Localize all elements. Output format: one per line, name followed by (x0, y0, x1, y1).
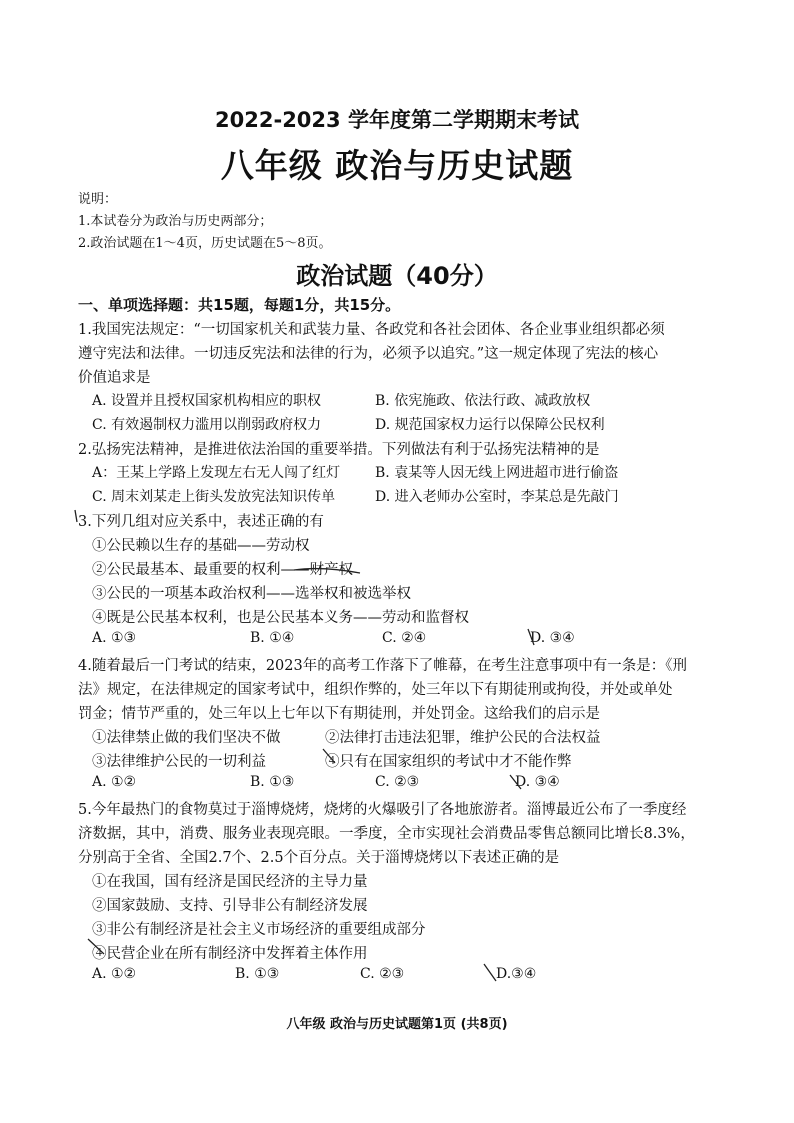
q1-option-a: A. 设置并且授权国家机构相应的职权 (92, 393, 322, 409)
note-item: 2.政治试题在1～4页，历史试题在5～8页。 (78, 236, 332, 251)
q4-stem-line: 法》规定，在法律规定的国家考试中，组织作弊的，处三年以下有期徒刑或拘役，并处或单处 (78, 682, 673, 698)
q4-option-d: D. ③④ (515, 774, 560, 790)
q2-option-b: B. 袁某等人因无线上网进超市进行偷盗 (375, 465, 619, 481)
exam-title-line1: 2022-2023 学年度第二学期期末考试 (215, 108, 579, 132)
q4-option-c: C. ②③ (375, 774, 420, 790)
pen-check-mark (482, 960, 502, 984)
q2-option-a: A：王某上学路上发现左右无人闯了红灯 (92, 465, 341, 481)
page-footer: 八年级 政治与历史试题第1页 (共8页) (286, 1017, 508, 1032)
q4-option-a: A. ①② (92, 774, 137, 790)
q5-option-d: D.③④ (496, 966, 537, 982)
note-item: 1.本试卷分为政治与历史两部分； (78, 214, 273, 229)
q5-option-b: B. ①③ (235, 966, 280, 982)
q1-stem-line: 1.我国宪法规定：“一切国家机关和武装力量、各政党和各社会团体、各企业事业组织都必须 (78, 322, 665, 338)
q2-option-d: D. 进入老师办公室时，李某总是先敲门 (375, 489, 619, 505)
q5-item: ④民营企业在所有制经济中发挥着主体作用 (92, 946, 368, 962)
q5-item: ①在我国，国有经济是国民经济的主导力量 (92, 874, 368, 890)
q4-stem-line: 4.随着最后一门考试的结束，2023年的高考工作落下了帷幕，在考生注意事项中有一条是：《刑 (78, 658, 687, 674)
q5-stem-line: 分别高于全省、全国2.7个、2.5个百分点。关于淄博烧烤以下表述正确的是 (78, 850, 560, 866)
q3-stem: 3.下列几组对应关系中，表述正确的有 (78, 514, 324, 530)
q3-option-d: D. ③④ (530, 630, 575, 646)
q5-item: ③非公有制经济是社会主义市场经济的重要组成部分 (92, 922, 426, 938)
pen-strike-mark (292, 560, 364, 580)
q5-option-c: C. ②③ (360, 966, 405, 982)
q3-option-c: C. ②④ (382, 630, 427, 646)
q5-option-a: A. ①② (92, 966, 137, 982)
q1-option-b: B. 依宪施政、依法行政、减政放权 (375, 393, 591, 409)
pen-tick-mark (72, 508, 84, 524)
q2-stem: 2.弘扬宪法精神，是推进依法治国的重要举措。下列做法有利于弘扬宪法精神的是 (78, 442, 600, 458)
q3-item: ①公民赖以生存的基础——劳动权 (92, 538, 310, 554)
part-heading: 一、单项选择题：共15题，每题1分，共15分。 (78, 296, 401, 314)
q3-option-b: B. ①④ (250, 630, 295, 646)
pen-check-mark (86, 936, 108, 958)
q3-item: ③公民的一项基本政治权利——选举权和被选举权 (92, 586, 411, 602)
q4-item: ②法律打击违法犯罪，维护公民的合法权益 (325, 730, 601, 746)
q5-item: ②国家鼓励、支持、引导非公有制经济发展 (92, 898, 368, 914)
q5-stem-line: 济数据，其中，消费、服务业表现亮眼。一季度，全市实现社会消费品零售总额同比增长8.3%， (78, 826, 695, 842)
q1-stem-line: 价值追求是 (78, 370, 151, 386)
exam-title-line2: 八年级 政治与历史试题 (220, 146, 574, 185)
q4-item: ③法律维护公民的一切利益 (92, 754, 266, 770)
q5-stem-line: 5.今年最热门的食物莫过于淄博烧烤，烧烤的火爆吸引了各地旅游者。淄博最近公布了一季度经 (78, 802, 687, 818)
pen-circle-mark (524, 626, 540, 648)
q3-item: ②公民最基本、最重要的权利——财产权 (92, 562, 353, 578)
q1-option-d: D. 规范国家权力运行以保障公民权利 (375, 417, 605, 433)
q4-stem-line: 罚金；情节严重的，处三年以上七年以下有期徒刑，并处罚金。这给我们的启示是 (78, 706, 600, 722)
q1-stem-line: 遵守宪法和法律。一切违反宪法和法律的行为，必须予以追究。”这一规定体现了宪法的核心 (78, 346, 659, 362)
section-title: 政治试题（40分） (296, 262, 498, 290)
q1-option-c: C. 有效遏制权力滥用以削弱政府权力 (92, 417, 322, 433)
notes-label: 说明： (78, 192, 118, 207)
q4-item: ④只有在国家组织的考试中才不能作弊 (325, 754, 572, 770)
pen-check-mark (320, 745, 340, 767)
q4-item: ①法律禁止做的我们坚决不做 (92, 730, 281, 746)
pen-check-mark (508, 770, 526, 792)
q2-option-c: C. 周末刘某走上街头发放宪法知识传单 (92, 489, 336, 505)
q3-item: ④既是公民基本权利，也是公民基本义务——劳动和监督权 (92, 610, 469, 626)
q4-option-b: B. ①③ (250, 774, 295, 790)
q3-option-a: A. ①③ (92, 630, 137, 646)
